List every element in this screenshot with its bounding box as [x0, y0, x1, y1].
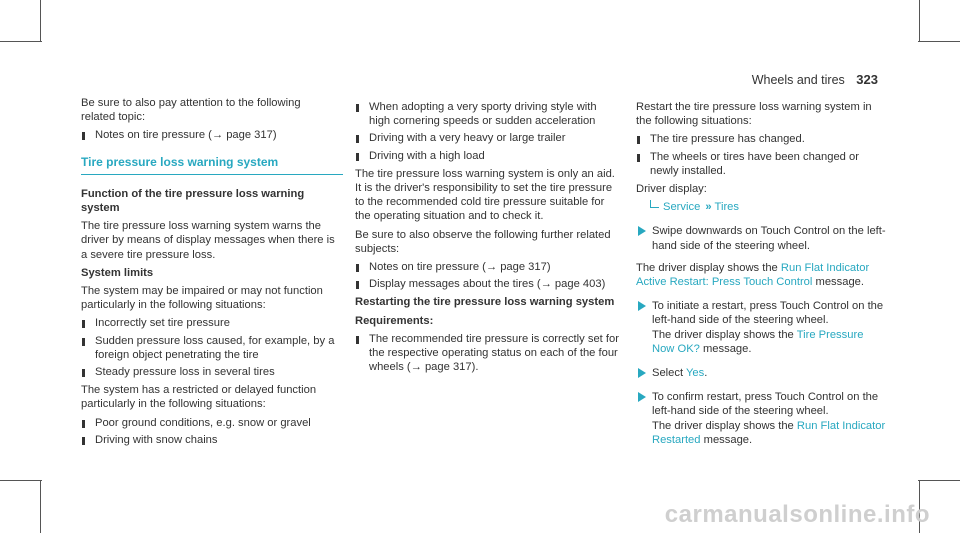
- requirements-list: [355, 332, 620, 375]
- function-text: The tire pressure loss warning system warns the driver by means of display messages when there is a severe tire pressure loss.: [81, 220, 335, 261]
- menu-path: [636, 200, 886, 214]
- instruction-step: To confirm restart, press Touch Control on the left-hand side of the steering wheel. The driver display shows the Run Flat Indicator Restarted message.: [636, 390, 886, 447]
- observe-list: [355, 260, 620, 291]
- related-list: [81, 128, 343, 142]
- list-item[interactable]: Notes on tire pressure (→ page 317): [81, 128, 343, 142]
- list-item: Driving with a high load: [355, 149, 620, 163]
- crop-mark: [919, 0, 920, 42]
- step-arrow-icon: [638, 226, 646, 236]
- intro-text: Be sure to also pay attention to the following related topic:: [81, 97, 301, 124]
- list-item: Steady pressure loss in several tires: [81, 365, 343, 379]
- crop-mark: [40, 0, 41, 42]
- display-option: Yes: [686, 367, 705, 380]
- page-header: [752, 72, 878, 87]
- list-item: The recommended tire pressure is correctly set for the respective operating status on each of the four wheels (→ page 317).: [355, 332, 620, 375]
- situations-list: [636, 132, 886, 178]
- display-message: Run Flat Indicator Active Restart: Press Touch Control: [636, 261, 870, 289]
- list-item: Incorrectly set tire pressure: [81, 316, 343, 330]
- crop-mark: [918, 480, 960, 481]
- function-heading: Function of the tire pressure loss warning system: [81, 187, 305, 215]
- crop-mark: [0, 480, 42, 481]
- responsibility-text: The tire pressure loss warning system is only an aid. It is the driver's responsibility to set the tire pressure to the recommended cold tire pressure suitable for the operating situation and to check it.: [355, 167, 615, 223]
- restart-heading: Restarting the tire pressure loss warning system: [355, 296, 615, 309]
- limits-text: The system may be impaired or may not function particularly in the following situations:: [81, 285, 323, 312]
- instruction-step: To initiate a restart, press Touch Control on the left-hand side of the steering wheel. The driver display shows the Tire Pressure Now OK? message.: [636, 299, 886, 356]
- step-arrow-icon: [638, 301, 646, 311]
- result-text: The driver display shows the Run Flat Indicator Active Restart: Press Touch Control message.: [636, 261, 870, 289]
- section-name: Wheels and tires: [751, 73, 845, 87]
- crop-mark: [0, 41, 42, 42]
- instruction-step: Select Yes.: [636, 366, 886, 380]
- instruction-step: Swipe downwards on Touch Control on the left-hand side of the steering wheel.: [636, 224, 886, 252]
- display-message: Tire Pressure Now OK?: [652, 328, 864, 355]
- observe-text: Be sure to also observe the following further related subjects:: [355, 228, 611, 255]
- limits-list: [81, 316, 343, 379]
- requirements-heading: Requirements:: [355, 314, 434, 327]
- list-item[interactable]: Notes on tire pressure (→ page 317): [355, 260, 620, 274]
- top-list: [355, 100, 620, 163]
- page-number: 323: [856, 72, 878, 87]
- double-chevron-icon: »: [705, 201, 712, 214]
- crop-mark: [918, 41, 960, 42]
- display-message: Run Flat Indicator Restarted: [652, 419, 886, 446]
- list-item: Sudden pressure loss caused, for example, by a foreign object penetrating the tire: [81, 334, 343, 362]
- delay-list: [81, 416, 343, 447]
- list-item: When adopting a very sporty driving style with high cornering speeds or sudden acceleration: [355, 100, 620, 128]
- list-item[interactable]: Display messages about the tires (→ page 403): [355, 277, 620, 291]
- step-arrow-icon: [638, 392, 646, 402]
- step-arrow-icon: [638, 368, 646, 378]
- column-3: [636, 100, 886, 455]
- list-item: Driving with a very heavy or large trailer: [355, 131, 620, 145]
- limits-heading: System limits: [81, 266, 154, 279]
- watermark: carmanualsonline.info: [664, 501, 930, 528]
- delay-text: The system has a restricted or delayed function particularly in the following situations:: [81, 384, 317, 411]
- return-arrow-icon: [650, 200, 659, 208]
- display-label: Driver display:: [636, 183, 707, 196]
- section-title: Tire pressure loss warning system: [81, 155, 343, 175]
- list-item: The wheels or tires have been changed or newly installed.: [636, 150, 886, 178]
- list-item: Poor ground conditions, e.g. snow or gravel: [81, 416, 343, 430]
- menu-path-item: Service: [663, 201, 701, 214]
- crop-mark: [40, 480, 41, 533]
- list-item: Driving with snow chains: [81, 433, 343, 447]
- restart-text: Restart the tire pressure loss warning system in the following situations:: [636, 101, 872, 128]
- list-item: The tire pressure has changed.: [636, 132, 886, 146]
- column-1: [81, 96, 343, 451]
- menu-path-item: Tires: [714, 201, 739, 214]
- column-2: [355, 100, 620, 378]
